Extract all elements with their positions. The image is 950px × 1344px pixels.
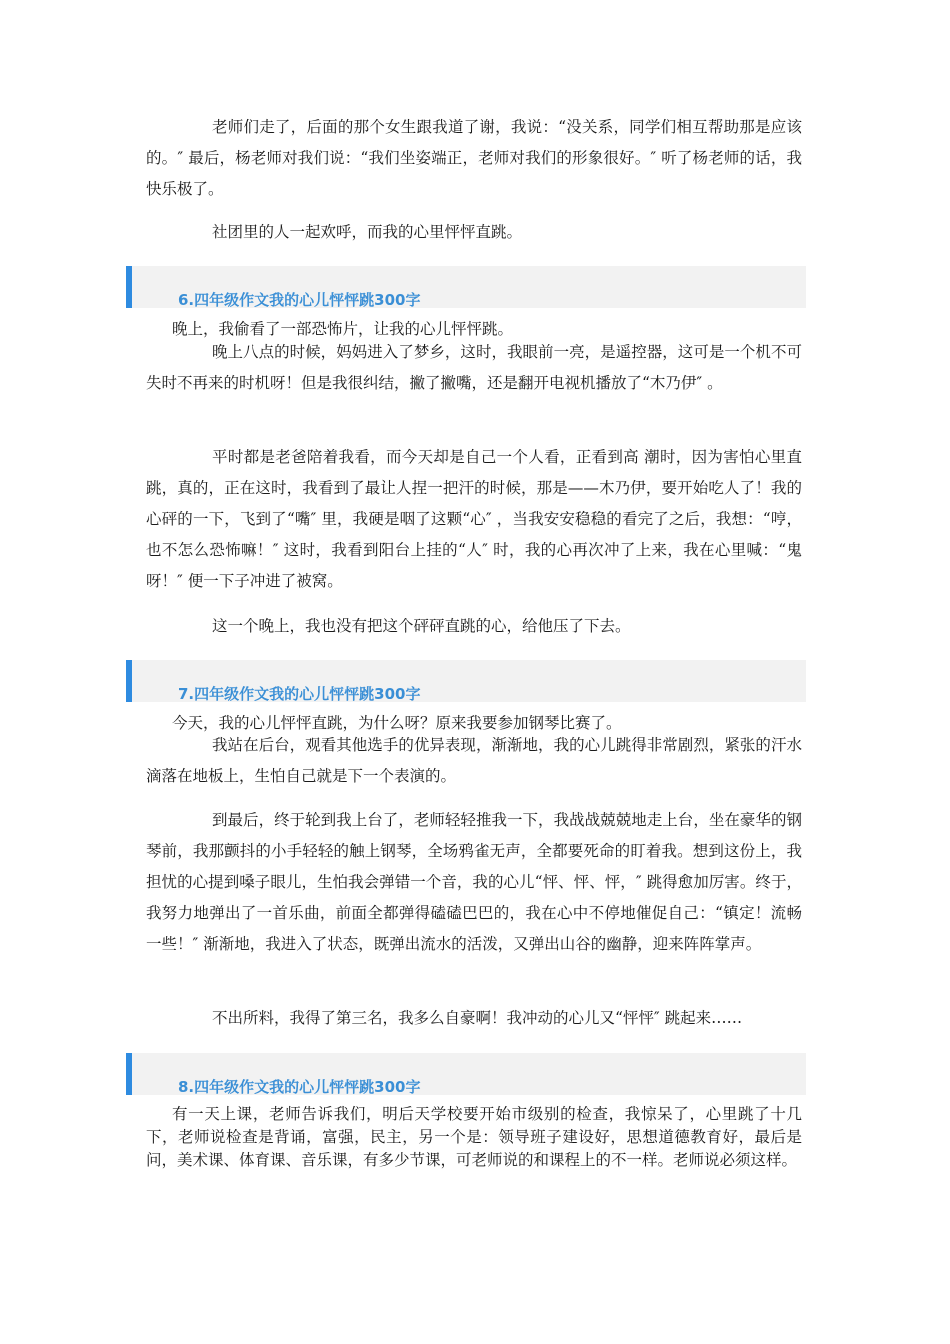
- heading-accent: [126, 266, 132, 308]
- heading-accent: [126, 1053, 132, 1095]
- section-heading-bar: [126, 266, 806, 308]
- paragraph: 老师们走了，后面的那个女生跟我道了谢，我说：“没关系，同学们相互帮助那是应该的。″ 最后，杨老师对我们说：“我们坐姿端正，老师对我们的形象很好。″ 听了杨老师的话，我快乐极了。: [146, 118, 802, 198]
- paragraph: 不出所料，我得了第三名，我多么自豪啊！我冲动的心儿又“怦怦″ 跳起来……: [212, 1009, 743, 1027]
- paragraph: 这一个晚上，我也没有把这个砰砰直跳的心，给他压了下去。: [212, 617, 631, 635]
- paragraph: 今天，我的心儿怦怦直跳，为什么呀？原来我要参加钢琴比赛了。: [172, 714, 622, 732]
- paragraph: 到最后，终于轮到我上台了，老师轻轻推我一下，我战战兢兢地走上台，坐在豪华的钢琴前，我那颤抖的小手轻轻的触上钢琴，全场鸦雀无声，全都要死命的盯着我。想到这份上，我担忧的心提到嗓子眼儿，生怕我会弹错一个音，我的心儿“怦、怦、怦，″ 跳得愈加厉害。终于，我努力地弹出了一首乐曲，前面全都弹得磕磕巴巴的，我在心中不停地催促自己：“镇定！流畅一些！″ 渐渐地，我进入了状态，既弹出流水的活泼，又弹出山谷的幽静，迎来阵阵掌声。: [146, 811, 802, 953]
- section-heading: 6.四年级作文我的心儿怦怦跳300字: [178, 291, 421, 309]
- section-heading: 7.四年级作文我的心儿怦怦跳300字: [178, 685, 421, 703]
- section-heading: 8.四年级作文我的心儿怦怦跳300字: [178, 1078, 421, 1096]
- paragraph: 晚上八点的时候，妈妈进入了梦乡，这时，我眼前一亮，是遥控器，这可是一个机不可失时不再来的时机呀！但是我很纠结，撇了撇嘴，还是翻开电视机播放了“木乃伊″ 。: [146, 343, 802, 392]
- section-heading-bar: [126, 660, 806, 702]
- section-heading-bar: [126, 1053, 806, 1095]
- paragraph: 我站在后台，观看其他选手的优异表现，渐渐地，我的心儿跳得非常剧烈，紧张的汗水滴落在地板上，生怕自己就是下一个表演的。: [146, 736, 802, 785]
- heading-accent: [126, 660, 132, 702]
- paragraph: 有一天上课，老师告诉我们，明后天学校要开始市级别的检查，我惊呆了，心里跳了十几下，老师说检查是背诵，富强，民主，另一个是：领导班子建设好，思想道德教育好，最后是问，美术课、体育课、音乐课，有多少节课，可老师说的和课程上的不一样。老师说必须这样。: [146, 1105, 802, 1169]
- paragraph: 社团里的人一起欢呼，而我的心里怦怦直跳。: [212, 223, 523, 241]
- paragraph: 平时都是老爸陪着我看，而今天却是自己一个人看，正看到高 潮时，因为害怕心里直跳，真的，正在这时，我看到了最让人捏一把汗的时候，那是——木乃伊，要开始吃人了！我的心砰的一下，飞到了“嘴″ 里，我硬是咽了这颗“心″ ，当我安安稳稳的看完了之后，我想：“哼，也不怎么恐怖嘛！″ 这时，我看到阳台上挂的“人″ 时，我的心再次冲了上来，我在心里喊：“鬼呀！″ 便一下子冲进了被窝。: [146, 448, 802, 590]
- paragraph: 晚上，我偷看了一部恐怖片，让我的心儿怦怦跳。: [172, 320, 514, 338]
